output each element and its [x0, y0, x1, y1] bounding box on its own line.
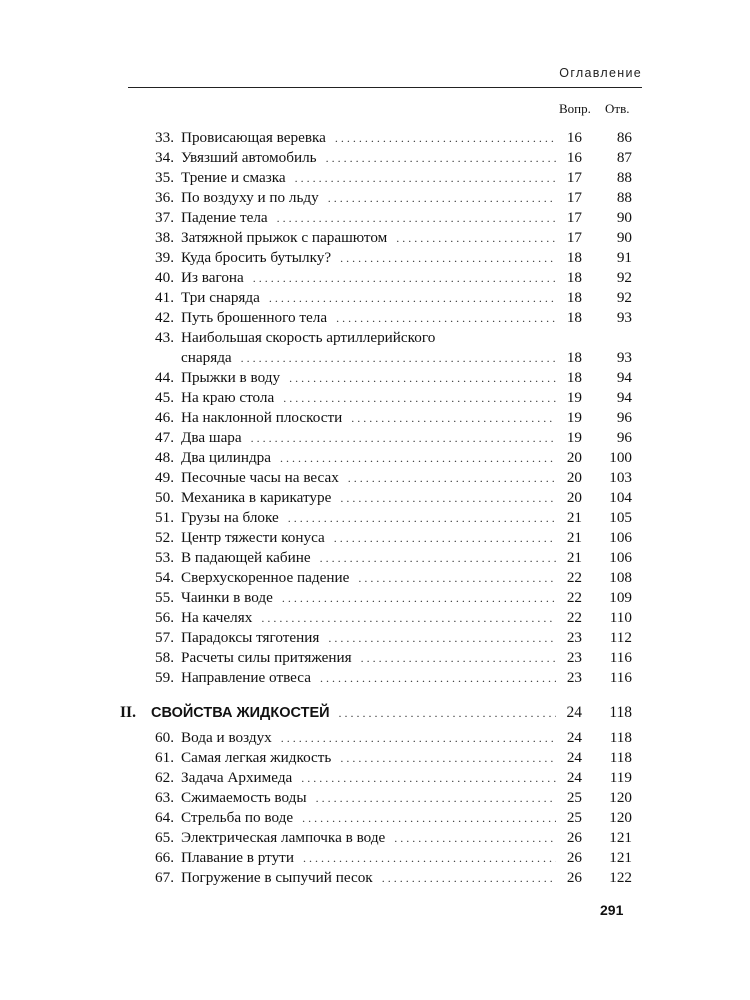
- leader-dots: [396, 228, 556, 248]
- entry-body: [181, 568, 556, 588]
- leader-dots: [282, 588, 556, 608]
- section-title: СВОЙСТВА ЖИДКОСТЕЙ: [151, 705, 330, 721]
- entry-title: Грузы на блоке: [181, 509, 279, 526]
- entry-body: [181, 368, 556, 388]
- entry-number: 56.: [155, 609, 174, 626]
- leader-dots: [348, 468, 556, 488]
- leader-dots: [335, 128, 556, 148]
- entry-number: 37.: [155, 209, 174, 226]
- entry-title: Парадоксы тяготения: [181, 629, 320, 646]
- answer-page: 87: [616, 149, 632, 166]
- entry-title: Два цилиндра: [181, 449, 272, 466]
- question-page: 21: [566, 549, 582, 566]
- answer-page: 118: [609, 749, 632, 766]
- entry-title: На наклонной плоскости: [181, 409, 343, 426]
- leader-dots: [261, 608, 556, 628]
- entry-body: [181, 268, 556, 288]
- question-page: 23: [566, 629, 582, 646]
- leader-dots: [277, 208, 556, 228]
- question-page: 17: [566, 209, 582, 226]
- question-page: 24: [566, 729, 582, 746]
- leader-dots: [339, 698, 556, 728]
- answer-page: 103: [609, 469, 632, 486]
- toc-entry: [148, 248, 632, 268]
- leader-dots: [336, 308, 556, 328]
- question-page: 26: [566, 849, 582, 866]
- entry-body: [181, 128, 556, 148]
- toc-entry-first-line: [148, 328, 632, 348]
- entry-number: 43.: [155, 329, 174, 346]
- answer-page: 93: [616, 349, 632, 366]
- entry-body: [181, 148, 556, 168]
- leader-dots: [269, 288, 556, 308]
- entry-title: Наибольшая скорость артиллерийского: [181, 329, 436, 346]
- answer-page: 90: [616, 229, 632, 246]
- leader-dots: [340, 488, 556, 508]
- question-page: 18: [566, 369, 582, 386]
- leader-dots: [394, 828, 556, 848]
- toc-entry: [148, 728, 632, 748]
- answer-page: 92: [616, 289, 632, 306]
- entry-title: По воздуху и по льду: [181, 189, 319, 206]
- leader-dots: [280, 448, 556, 468]
- question-page: 26: [566, 869, 582, 886]
- toc-entry: [148, 208, 632, 228]
- toc-group: [148, 128, 632, 328]
- entry-number: 48.: [155, 449, 174, 466]
- leader-dots: [289, 368, 556, 388]
- answer-page: 94: [616, 389, 632, 406]
- leader-dots: [253, 268, 556, 288]
- entry-title: Увязший автомобиль: [181, 149, 317, 166]
- toc-entry: [148, 628, 632, 648]
- toc-entry: [148, 648, 632, 668]
- entry-body: [181, 188, 556, 208]
- question-page: 17: [566, 229, 582, 246]
- question-page: 18: [566, 349, 582, 366]
- entry-number: 66.: [155, 849, 174, 866]
- entry-title: Затяжной прыжок с парашютом: [181, 229, 388, 246]
- entry-title: Сжимаемость воды: [181, 789, 307, 806]
- toc-entry: [148, 768, 632, 788]
- entry-number: 63.: [155, 789, 174, 806]
- entry-number: 52.: [155, 529, 174, 546]
- entry-title: Провисающая веревка: [181, 129, 326, 146]
- question-page: 18: [566, 289, 582, 306]
- entry-body: [181, 828, 556, 848]
- question-page: 25: [566, 809, 582, 826]
- question-page: 25: [566, 789, 582, 806]
- answer-page: 110: [609, 609, 632, 626]
- entry-body: [181, 328, 556, 348]
- toc-entry: [148, 368, 632, 388]
- entry-title: Из вагона: [181, 269, 244, 286]
- answer-page: 112: [609, 629, 632, 646]
- answer-page: 96: [616, 409, 632, 426]
- toc-entry: [148, 528, 632, 548]
- toc-entry: [148, 788, 632, 808]
- toc-entry: [148, 128, 632, 148]
- answer-page: 104: [609, 489, 632, 506]
- entry-body: [181, 168, 556, 188]
- entry-number: 53.: [155, 549, 174, 566]
- entry-number: 35.: [155, 169, 174, 186]
- answer-page: 118: [609, 729, 632, 746]
- leader-dots: [295, 168, 556, 188]
- question-page: 19: [566, 409, 582, 426]
- answer-page: 91: [616, 249, 632, 266]
- question-page: 19: [566, 429, 582, 446]
- answer-page: 96: [616, 429, 632, 446]
- leader-dots: [351, 408, 556, 428]
- entry-title: Куда бросить бутылку?: [181, 249, 332, 266]
- leader-dots: [302, 808, 556, 828]
- entry-title: Электрическая лампочка в воде: [181, 829, 386, 846]
- toc-entry: [148, 868, 632, 888]
- leader-dots: [320, 668, 556, 688]
- question-page: 24: [566, 769, 582, 786]
- answer-page: 90: [616, 209, 632, 226]
- leader-dots: [288, 508, 556, 528]
- entry-number: 64.: [155, 809, 174, 826]
- page-number: 291: [600, 902, 624, 918]
- answer-page: 118: [609, 704, 632, 721]
- leader-dots: [303, 848, 556, 868]
- entry-title: Прыжки в воду: [181, 369, 281, 386]
- entry-title: На краю стола: [181, 389, 275, 406]
- entry-body: [181, 808, 556, 828]
- entry-number: 59.: [155, 669, 174, 686]
- entry-number: 34.: [155, 149, 174, 166]
- toc-entry: [148, 448, 632, 468]
- toc-entry: [148, 488, 632, 508]
- entry-number: 42.: [155, 309, 174, 326]
- entry-title: Песочные часы на весах: [181, 469, 339, 486]
- leader-dots: [316, 788, 556, 808]
- entry-number: 47.: [155, 429, 174, 446]
- toc-entry: [148, 388, 632, 408]
- entry-title: Падение тела: [181, 209, 268, 226]
- entry-title: Вода и воздух: [181, 729, 272, 746]
- entry-body: [181, 308, 556, 328]
- entry-number: 50.: [155, 489, 174, 506]
- entry-number: 36.: [155, 189, 174, 206]
- leader-dots: [320, 548, 556, 568]
- entry-title: Расчеты силы притяжения: [181, 649, 352, 666]
- toc-entry: [148, 348, 632, 368]
- entry-body: [181, 408, 556, 428]
- column-header-question: Вопр.: [559, 101, 591, 116]
- entry-title: Задача Архимеда: [181, 769, 293, 786]
- entry-title: Механика в карикатуре: [181, 489, 332, 506]
- entry-title: Путь брошенного тела: [181, 309, 328, 326]
- entry-body: [181, 668, 556, 688]
- toc-group: [148, 728, 632, 888]
- toc-group: [148, 368, 632, 688]
- running-header-title: Оглавление: [559, 66, 642, 80]
- entry-number: 54.: [155, 569, 174, 586]
- entry-body: [181, 848, 556, 868]
- entry-body: [181, 248, 556, 268]
- toc-entry: [148, 428, 632, 448]
- answer-page: 109: [609, 589, 632, 606]
- answer-page: 100: [609, 449, 632, 466]
- leader-dots: [340, 748, 556, 768]
- question-page: 17: [566, 169, 582, 186]
- toc-entry: [148, 228, 632, 248]
- question-page: 22: [566, 589, 582, 606]
- question-page: 26: [566, 829, 582, 846]
- answer-page: 94: [616, 369, 632, 386]
- entry-body: [181, 388, 556, 408]
- question-page: 21: [566, 529, 582, 546]
- section-body: [151, 698, 556, 728]
- entry-body: [181, 788, 556, 808]
- answer-page: 116: [609, 669, 632, 686]
- answer-page: 93: [616, 309, 632, 326]
- toc-entry: [148, 268, 632, 288]
- leader-dots: [281, 728, 556, 748]
- leader-dots: [361, 648, 556, 668]
- answer-page: 105: [609, 509, 632, 526]
- question-page: 22: [566, 609, 582, 626]
- answer-page: 122: [609, 869, 632, 886]
- entry-body: [181, 288, 556, 308]
- toc-entry: [148, 188, 632, 208]
- entry-body: [181, 588, 556, 608]
- entry-body: [181, 528, 556, 548]
- question-page: 24: [566, 704, 582, 721]
- entry-number: 44.: [155, 369, 174, 386]
- column-header-answer: Отв.: [605, 101, 630, 116]
- leader-dots: [358, 568, 556, 588]
- entry-number: 51.: [155, 509, 174, 526]
- question-page: 18: [566, 309, 582, 326]
- leader-dots: [301, 768, 556, 788]
- entry-number: 39.: [155, 249, 174, 266]
- entry-title: На качелях: [181, 609, 253, 626]
- question-page: 21: [566, 509, 582, 526]
- answer-page: 106: [609, 529, 632, 546]
- question-page: 18: [566, 269, 582, 286]
- answer-page: 119: [609, 769, 632, 786]
- question-page: 20: [566, 469, 582, 486]
- toc-entry: [148, 828, 632, 848]
- question-page: 20: [566, 449, 582, 466]
- entry-body: [181, 428, 556, 448]
- answer-page: 116: [609, 649, 632, 666]
- entry-title: Чаинки в воде: [181, 589, 273, 606]
- entry-number: 46.: [155, 409, 174, 426]
- entry-title: Стрельба по воде: [181, 809, 294, 826]
- leader-dots: [251, 428, 556, 448]
- entry-body: [181, 868, 556, 888]
- entry-title: Погружение в сыпучий песок: [181, 869, 373, 886]
- answer-page: 86: [616, 129, 632, 146]
- entry-title: В падающей кабине: [181, 549, 311, 566]
- entry-number: 65.: [155, 829, 174, 846]
- entry-number: 67.: [155, 869, 174, 886]
- question-page: 16: [566, 129, 582, 146]
- entry-body: [181, 508, 556, 528]
- question-page: 22: [566, 569, 582, 586]
- toc-entry: [148, 468, 632, 488]
- leader-dots: [328, 188, 556, 208]
- entry-body: [181, 748, 556, 768]
- entry-body: [181, 468, 556, 488]
- entry-body: [181, 488, 556, 508]
- entry-title: Два шара: [181, 429, 242, 446]
- toc-entry: [148, 608, 632, 628]
- toc-entry: [148, 568, 632, 588]
- answer-page: 121: [609, 829, 632, 846]
- entry-title: Трение и смазка: [181, 169, 286, 186]
- answer-page: 108: [609, 569, 632, 586]
- answer-page: 120: [609, 789, 632, 806]
- entry-number: 55.: [155, 589, 174, 606]
- answer-page: 88: [616, 169, 632, 186]
- entry-body: [181, 728, 556, 748]
- header-rule: [128, 87, 642, 88]
- entry-body: [181, 548, 556, 568]
- leader-dots: [283, 388, 556, 408]
- answer-page: 88: [616, 189, 632, 206]
- question-page: 24: [566, 749, 582, 766]
- table-of-contents: [120, 128, 632, 888]
- entry-number: 41.: [155, 289, 174, 306]
- entry-title: Три снаряда: [181, 289, 260, 306]
- toc-entry: [148, 148, 632, 168]
- leader-dots: [326, 148, 556, 168]
- question-page: 16: [566, 149, 582, 166]
- leader-dots: [382, 868, 556, 888]
- question-page: 23: [566, 649, 582, 666]
- entry-title: Направление отвеса: [181, 669, 311, 686]
- question-page: 18: [566, 249, 582, 266]
- entry-number: 40.: [155, 269, 174, 286]
- entry-body: [181, 768, 556, 788]
- entry-title: Плавание в ртути: [181, 849, 294, 866]
- entry-number: 61.: [155, 749, 174, 766]
- entry-number: 33.: [155, 129, 174, 146]
- leader-dots: [328, 628, 556, 648]
- entry-number: 57.: [155, 629, 174, 646]
- answer-page: 92: [616, 269, 632, 286]
- entry-number: 49.: [155, 469, 174, 486]
- answer-page: 120: [609, 809, 632, 826]
- entry-body: [181, 448, 556, 468]
- entry-number: 62.: [155, 769, 174, 786]
- entry-body: [181, 648, 556, 668]
- toc-entry: [148, 808, 632, 828]
- entry-title: Сверхускоренное падение: [181, 569, 350, 586]
- toc-entry: [148, 848, 632, 868]
- question-page: 19: [566, 389, 582, 406]
- toc-entry: [148, 588, 632, 608]
- toc-entry: [148, 408, 632, 428]
- toc-entry: [148, 308, 632, 328]
- entry-title: Центр тяжести конуса: [181, 529, 325, 546]
- toc-entry: [148, 668, 632, 688]
- toc-entry: [148, 748, 632, 768]
- leader-dots: [241, 348, 556, 368]
- leader-dots: [334, 528, 556, 548]
- entry-body: [181, 608, 556, 628]
- entry-title: Самая легкая жидкость: [181, 749, 332, 766]
- entry-body: [181, 228, 556, 248]
- entry-body: [181, 628, 556, 648]
- question-page: 23: [566, 669, 582, 686]
- entry-title-continued: снаряда: [181, 349, 232, 366]
- entry-number: 58.: [155, 649, 174, 666]
- toc-entry: [148, 168, 632, 188]
- entry-number: 38.: [155, 229, 174, 246]
- section-heading: [120, 698, 632, 728]
- toc-entry: [148, 508, 632, 528]
- entry-number: 45.: [155, 389, 174, 406]
- question-page: 17: [566, 189, 582, 206]
- question-page: 20: [566, 489, 582, 506]
- answer-page: 121: [609, 849, 632, 866]
- toc-entry: [148, 548, 632, 568]
- entry-number: 60.: [155, 729, 174, 746]
- leader-dots: [340, 248, 556, 268]
- toc-entry: [148, 288, 632, 308]
- section-number: II.: [120, 704, 136, 721]
- entry-body: [181, 208, 556, 228]
- answer-page: 106: [609, 549, 632, 566]
- entry-body: [181, 348, 556, 368]
